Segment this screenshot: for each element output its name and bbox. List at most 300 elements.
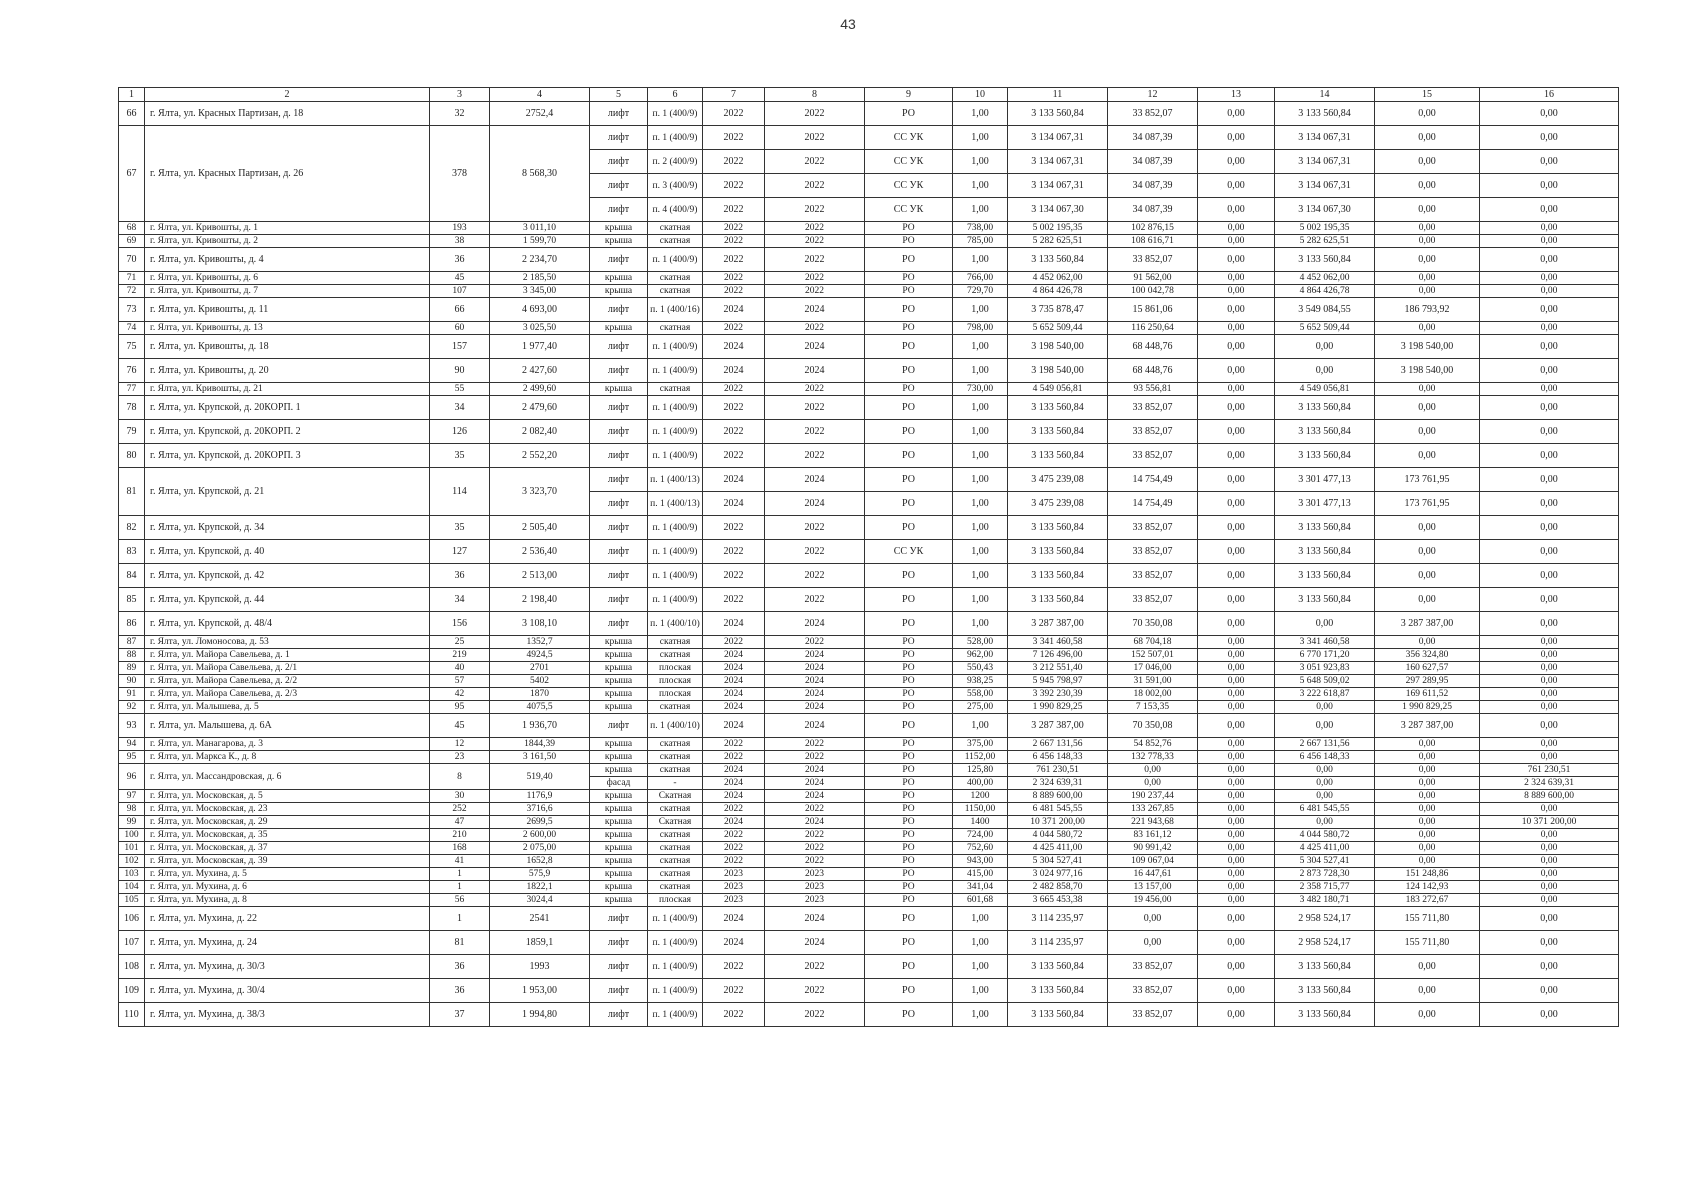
unit-cost-cell: 33 852,07: [1108, 248, 1198, 272]
executor-cell: РО: [865, 931, 953, 955]
row-number-cell: 86: [119, 612, 145, 636]
row-number-cell: 101: [119, 842, 145, 855]
unit-cost-cell: 0,00: [1108, 931, 1198, 955]
row-number-cell: 105: [119, 894, 145, 907]
work-detail-cell: скатная: [648, 868, 703, 881]
table-row: [119, 588, 1619, 612]
table-row: [119, 235, 1619, 248]
fund-source-c-cell: 0,00: [1480, 174, 1619, 198]
work-detail-cell: -: [648, 777, 703, 790]
row-number-cell: 109: [119, 979, 145, 1003]
fund-source-c-cell: 0,00: [1480, 738, 1619, 751]
unit-cost-cell: 33 852,07: [1108, 396, 1198, 420]
plan-year-cell: 2024: [703, 764, 765, 777]
fund-source-b-cell: 0,00: [1375, 816, 1480, 829]
executor-cell: СС УК: [865, 540, 953, 564]
fund-source-c-cell: 2 324 639,31: [1480, 777, 1619, 790]
area-cell: 1352,7: [490, 636, 590, 649]
table-row: [119, 540, 1619, 564]
address-cell: г. Ялта, ул. Манагарова, д. 3: [145, 738, 430, 751]
fund-source-a-cell: 6 456 148,33: [1275, 751, 1375, 764]
actual-year-cell: 2024: [765, 701, 865, 714]
volume-cell: 1400: [953, 816, 1008, 829]
fund-source-b-cell: 0,00: [1375, 285, 1480, 298]
table-row: [119, 842, 1619, 855]
actual-year-cell: 2024: [765, 492, 865, 516]
address-cell: г. Ялта, ул. Кривошты, д. 21: [145, 383, 430, 396]
row-number-cell: 80: [119, 444, 145, 468]
fund-cell: 0,00: [1198, 272, 1275, 285]
fund-source-a-cell: 2 958 524,17: [1275, 907, 1375, 931]
fund-source-b-cell: 151 248,86: [1375, 868, 1480, 881]
plan-year-cell: 2022: [703, 198, 765, 222]
volume-cell: 125,80: [953, 764, 1008, 777]
fund-source-a-cell: 5 648 509,02: [1275, 675, 1375, 688]
actual-year-cell: 2022: [765, 751, 865, 764]
actual-year-cell: 2024: [765, 688, 865, 701]
fund-source-b-cell: 3 287 387,00: [1375, 714, 1480, 738]
plan-year-cell: 2022: [703, 150, 765, 174]
executor-cell: РО: [865, 675, 953, 688]
quantity-cell: 34: [430, 396, 490, 420]
executor-cell: РО: [865, 102, 953, 126]
column-number-header: 15: [1375, 88, 1480, 102]
unit-cost-cell: 34 087,39: [1108, 126, 1198, 150]
area-cell: 3 323,70: [490, 468, 590, 516]
work-type-cell: лифт: [590, 955, 648, 979]
address-cell: г. Ялта, ул. Крупской, д. 40: [145, 540, 430, 564]
fund-source-a-cell: 3 133 560,84: [1275, 516, 1375, 540]
volume-cell: 1,00: [953, 359, 1008, 383]
executor-cell: РО: [865, 764, 953, 777]
address-cell: г. Ялта, ул. Крупской, д. 44: [145, 588, 430, 612]
unit-cost-cell: 17 046,00: [1108, 662, 1198, 675]
address-cell: г. Ялта, ул. Московская, д. 35: [145, 829, 430, 842]
volume-cell: 724,00: [953, 829, 1008, 842]
plan-year-cell: 2022: [703, 126, 765, 150]
row-number-cell: 93: [119, 714, 145, 738]
plan-year-cell: 2024: [703, 335, 765, 359]
row-number-cell: 75: [119, 335, 145, 359]
work-detail-cell: скатная: [648, 803, 703, 816]
fund-source-c-cell: 0,00: [1480, 444, 1619, 468]
executor-cell: СС УК: [865, 126, 953, 150]
work-detail-cell: скатная: [648, 649, 703, 662]
plan-year-cell: 2023: [703, 868, 765, 881]
work-type-cell: крыша: [590, 790, 648, 803]
fund-source-c-cell: 0,00: [1480, 540, 1619, 564]
area-cell: 2 505,40: [490, 516, 590, 540]
total-cost-cell: 3 133 560,84: [1008, 588, 1108, 612]
work-type-cell: лифт: [590, 1003, 648, 1027]
fund-source-c-cell: 10 371 200,00: [1480, 816, 1619, 829]
row-number-cell: 98: [119, 803, 145, 816]
volume-cell: 1,00: [953, 931, 1008, 955]
total-cost-cell: 6 481 545,55: [1008, 803, 1108, 816]
unit-cost-cell: 0,00: [1108, 777, 1198, 790]
quantity-cell: 127: [430, 540, 490, 564]
actual-year-cell: 2022: [765, 636, 865, 649]
area-cell: 1 977,40: [490, 335, 590, 359]
volume-cell: 341,04: [953, 881, 1008, 894]
table-row: [119, 383, 1619, 396]
table-row: [119, 420, 1619, 444]
work-type-cell: крыша: [590, 322, 648, 335]
executor-cell: РО: [865, 803, 953, 816]
fund-cell: 0,00: [1198, 322, 1275, 335]
row-number-cell: 70: [119, 248, 145, 272]
row-number-cell: 89: [119, 662, 145, 675]
plan-year-cell: 2022: [703, 322, 765, 335]
volume-cell: 766,00: [953, 272, 1008, 285]
executor-cell: РО: [865, 738, 953, 751]
volume-cell: 1,00: [953, 298, 1008, 322]
row-number-cell: 92: [119, 701, 145, 714]
plan-year-cell: 2023: [703, 894, 765, 907]
area-cell: 2 198,40: [490, 588, 590, 612]
volume-cell: 752,60: [953, 842, 1008, 855]
fund-source-b-cell: 0,00: [1375, 751, 1480, 764]
volume-cell: 1150,00: [953, 803, 1008, 816]
volume-cell: 1,00: [953, 540, 1008, 564]
fund-source-b-cell: 0,00: [1375, 564, 1480, 588]
quantity-cell: 55: [430, 383, 490, 396]
total-cost-cell: 3 287 387,00: [1008, 612, 1108, 636]
address-cell: г. Ялта, ул. Кривошты, д. 6: [145, 272, 430, 285]
fund-cell: 0,00: [1198, 738, 1275, 751]
fund-source-c-cell: 0,00: [1480, 701, 1619, 714]
work-detail-cell: п. 1 (400/9): [648, 1003, 703, 1027]
fund-source-c-cell: 0,00: [1480, 359, 1619, 383]
total-cost-cell: 3 134 067,31: [1008, 174, 1108, 198]
fund-source-b-cell: 0,00: [1375, 803, 1480, 816]
work-detail-cell: п. 1 (400/9): [648, 420, 703, 444]
fund-cell: 0,00: [1198, 396, 1275, 420]
unit-cost-cell: 93 556,81: [1108, 383, 1198, 396]
fund-source-a-cell: 3 133 560,84: [1275, 420, 1375, 444]
fund-cell: 0,00: [1198, 662, 1275, 675]
fund-cell: 0,00: [1198, 174, 1275, 198]
column-number-header: 4: [490, 88, 590, 102]
fund-source-b-cell: 0,00: [1375, 222, 1480, 235]
table-row: [119, 335, 1619, 359]
unit-cost-cell: 0,00: [1108, 907, 1198, 931]
plan-year-cell: 2022: [703, 248, 765, 272]
row-number-cell: 97: [119, 790, 145, 803]
fund-source-a-cell: 4 044 580,72: [1275, 829, 1375, 842]
volume-cell: 938,25: [953, 675, 1008, 688]
area-cell: 2752,4: [490, 102, 590, 126]
volume-cell: 798,00: [953, 322, 1008, 335]
table-row: [119, 1003, 1619, 1027]
unit-cost-cell: 133 267,85: [1108, 803, 1198, 816]
row-number-cell: 67: [119, 126, 145, 222]
work-detail-cell: п. 1 (400/9): [648, 931, 703, 955]
fund-cell: 0,00: [1198, 855, 1275, 868]
table-row: [119, 564, 1619, 588]
area-cell: 2 082,40: [490, 420, 590, 444]
plan-year-cell: 2022: [703, 516, 765, 540]
table-row: [119, 272, 1619, 285]
fund-source-a-cell: 3 301 477,13: [1275, 492, 1375, 516]
fund-source-b-cell: 0,00: [1375, 248, 1480, 272]
volume-cell: 275,00: [953, 701, 1008, 714]
fund-source-c-cell: 0,00: [1480, 222, 1619, 235]
fund-source-a-cell: 3 134 067,31: [1275, 174, 1375, 198]
work-detail-cell: п. 1 (400/10): [648, 612, 703, 636]
actual-year-cell: 2022: [765, 272, 865, 285]
area-cell: 1176,9: [490, 790, 590, 803]
plan-year-cell: 2022: [703, 396, 765, 420]
row-number-cell: 90: [119, 675, 145, 688]
fund-source-b-cell: 0,00: [1375, 842, 1480, 855]
fund-source-a-cell: 3 482 180,71: [1275, 894, 1375, 907]
address-cell: г. Ялта, ул. Мухина, д. 38/3: [145, 1003, 430, 1027]
fund-cell: 0,00: [1198, 222, 1275, 235]
quantity-cell: 156: [430, 612, 490, 636]
fund-cell: 0,00: [1198, 235, 1275, 248]
work-type-cell: крыша: [590, 222, 648, 235]
area-cell: 3 108,10: [490, 612, 590, 636]
work-type-cell: крыша: [590, 894, 648, 907]
volume-cell: 1,00: [953, 444, 1008, 468]
area-cell: 3024,4: [490, 894, 590, 907]
table-row: [119, 803, 1619, 816]
address-cell: г. Ялта, ул. Кривошты, д. 13: [145, 322, 430, 335]
volume-cell: 1,00: [953, 335, 1008, 359]
total-cost-cell: 3 475 239,08: [1008, 468, 1108, 492]
quantity-cell: 168: [430, 842, 490, 855]
fund-cell: 0,00: [1198, 420, 1275, 444]
address-cell: г. Ялта, ул. Мухина, д. 30/3: [145, 955, 430, 979]
fund-source-a-cell: 0,00: [1275, 764, 1375, 777]
area-cell: 2 499,60: [490, 383, 590, 396]
address-cell: г. Ялта, ул. Кривошты, д. 4: [145, 248, 430, 272]
work-type-cell: лифт: [590, 468, 648, 492]
total-cost-cell: 4 549 056,81: [1008, 383, 1108, 396]
volume-cell: 400,00: [953, 777, 1008, 790]
executor-cell: РО: [865, 298, 953, 322]
quantity-cell: 252: [430, 803, 490, 816]
total-cost-cell: 5 945 798,97: [1008, 675, 1108, 688]
unit-cost-cell: 33 852,07: [1108, 1003, 1198, 1027]
work-type-cell: крыша: [590, 235, 648, 248]
fund-cell: 0,00: [1198, 894, 1275, 907]
fund-cell: 0,00: [1198, 150, 1275, 174]
row-number-cell: 91: [119, 688, 145, 701]
fund-source-b-cell: 0,00: [1375, 855, 1480, 868]
table-row: [119, 714, 1619, 738]
total-cost-cell: 3 198 540,00: [1008, 359, 1108, 383]
fund-cell: 0,00: [1198, 714, 1275, 738]
executor-cell: РО: [865, 855, 953, 868]
actual-year-cell: 2024: [765, 777, 865, 790]
actual-year-cell: 2022: [765, 248, 865, 272]
fund-source-c-cell: 0,00: [1480, 285, 1619, 298]
executor-cell: РО: [865, 907, 953, 931]
quantity-cell: 114: [430, 468, 490, 516]
fund-cell: 0,00: [1198, 588, 1275, 612]
address-cell: г. Ялта, ул. Кривошты, д. 20: [145, 359, 430, 383]
total-cost-cell: 3 665 453,38: [1008, 894, 1108, 907]
area-cell: 5402: [490, 675, 590, 688]
work-type-cell: лифт: [590, 444, 648, 468]
actual-year-cell: 2022: [765, 222, 865, 235]
area-cell: 8 568,30: [490, 126, 590, 222]
fund-source-c-cell: 0,00: [1480, 1003, 1619, 1027]
area-cell: 3 025,50: [490, 322, 590, 335]
table-body: [119, 102, 1619, 1027]
actual-year-cell: 2022: [765, 829, 865, 842]
work-detail-cell: скатная: [648, 222, 703, 235]
row-number-cell: 100: [119, 829, 145, 842]
fund-source-a-cell: 2 358 715,77: [1275, 881, 1375, 894]
executor-cell: РО: [865, 612, 953, 636]
quantity-cell: 42: [430, 688, 490, 701]
actual-year-cell: 2022: [765, 285, 865, 298]
fund-cell: 0,00: [1198, 335, 1275, 359]
work-detail-cell: п. 1 (400/9): [648, 564, 703, 588]
quantity-cell: 35: [430, 444, 490, 468]
work-type-cell: крыша: [590, 816, 648, 829]
fund-source-b-cell: 0,00: [1375, 383, 1480, 396]
volume-cell: 1,00: [953, 955, 1008, 979]
work-detail-cell: скатная: [648, 881, 703, 894]
unit-cost-cell: 90 991,42: [1108, 842, 1198, 855]
unit-cost-cell: 14 754,49: [1108, 492, 1198, 516]
fund-source-b-cell: 0,00: [1375, 420, 1480, 444]
plan-year-cell: 2022: [703, 285, 765, 298]
work-type-cell: крыша: [590, 701, 648, 714]
volume-cell: 601,68: [953, 894, 1008, 907]
plan-year-cell: 2024: [703, 662, 765, 675]
work-detail-cell: скатная: [648, 701, 703, 714]
quantity-cell: 1: [430, 881, 490, 894]
address-cell: г. Ялта, ул. Московская, д. 23: [145, 803, 430, 816]
fund-source-b-cell: 0,00: [1375, 322, 1480, 335]
volume-cell: 1,00: [953, 126, 1008, 150]
total-cost-cell: 3 133 560,84: [1008, 102, 1108, 126]
fund-cell: 0,00: [1198, 675, 1275, 688]
actual-year-cell: 2022: [765, 198, 865, 222]
column-number-header: 8: [765, 88, 865, 102]
row-number-cell: 106: [119, 907, 145, 931]
fund-source-a-cell: 4 864 426,78: [1275, 285, 1375, 298]
address-cell: г. Ялта, ул. Крупской, д. 21: [145, 468, 430, 516]
area-cell: 2 427,60: [490, 359, 590, 383]
fund-cell: 0,00: [1198, 701, 1275, 714]
total-cost-cell: 8 889 600,00: [1008, 790, 1108, 803]
fund-source-c-cell: 0,00: [1480, 492, 1619, 516]
fund-source-b-cell: 1 990 829,25: [1375, 701, 1480, 714]
work-type-cell: крыша: [590, 383, 648, 396]
fund-source-c-cell: 0,00: [1480, 235, 1619, 248]
plan-year-cell: 2024: [703, 790, 765, 803]
quantity-cell: 210: [430, 829, 490, 842]
work-type-cell: лифт: [590, 420, 648, 444]
work-detail-cell: п. 1 (400/9): [648, 979, 703, 1003]
unit-cost-cell: 83 161,12: [1108, 829, 1198, 842]
table-row: [119, 222, 1619, 235]
quantity-cell: 90: [430, 359, 490, 383]
fund-cell: 0,00: [1198, 285, 1275, 298]
fund-source-a-cell: 5 304 527,41: [1275, 855, 1375, 868]
total-cost-cell: 3 133 560,84: [1008, 420, 1108, 444]
total-cost-cell: 3 114 235,97: [1008, 907, 1108, 931]
unit-cost-cell: 68 704,18: [1108, 636, 1198, 649]
work-type-cell: лифт: [590, 102, 648, 126]
quantity-cell: 45: [430, 714, 490, 738]
address-cell: г. Ялта, ул. Мухина, д. 8: [145, 894, 430, 907]
plan-year-cell: 2022: [703, 383, 765, 396]
actual-year-cell: 2022: [765, 420, 865, 444]
work-type-cell: крыша: [590, 738, 648, 751]
fund-source-b-cell: 3 198 540,00: [1375, 359, 1480, 383]
actual-year-cell: 2022: [765, 322, 865, 335]
executor-cell: РО: [865, 842, 953, 855]
volume-cell: 1,00: [953, 979, 1008, 1003]
plan-year-cell: 2022: [703, 588, 765, 612]
table-row: [119, 248, 1619, 272]
executor-cell: РО: [865, 564, 953, 588]
executor-cell: РО: [865, 468, 953, 492]
area-cell: 4924,5: [490, 649, 590, 662]
work-detail-cell: п. 1 (400/16): [648, 298, 703, 322]
fund-source-a-cell: 3 301 477,13: [1275, 468, 1375, 492]
total-cost-cell: 3 133 560,84: [1008, 444, 1108, 468]
quantity-cell: 36: [430, 248, 490, 272]
row-number-cell: 68: [119, 222, 145, 235]
fund-cell: 0,00: [1198, 764, 1275, 777]
area-cell: 1 599,70: [490, 235, 590, 248]
quantity-cell: 107: [430, 285, 490, 298]
executor-cell: РО: [865, 649, 953, 662]
fund-source-a-cell: 3 133 560,84: [1275, 979, 1375, 1003]
area-cell: 1 953,00: [490, 979, 590, 1003]
volume-cell: 1,00: [953, 468, 1008, 492]
work-detail-cell: скатная: [648, 383, 703, 396]
volume-cell: 962,00: [953, 649, 1008, 662]
area-cell: 575,9: [490, 868, 590, 881]
area-cell: 1 936,70: [490, 714, 590, 738]
plan-year-cell: 2022: [703, 979, 765, 1003]
area-cell: 1 994,80: [490, 1003, 590, 1027]
fund-cell: 0,00: [1198, 540, 1275, 564]
fund-source-c-cell: 0,00: [1480, 714, 1619, 738]
work-detail-cell: скатная: [648, 235, 703, 248]
work-type-cell: лифт: [590, 931, 648, 955]
executor-cell: РО: [865, 335, 953, 359]
column-number-header: 13: [1198, 88, 1275, 102]
address-cell: г. Ялта, ул. Красных Партизан, д. 18: [145, 102, 430, 126]
work-detail-cell: скатная: [648, 636, 703, 649]
fund-source-b-cell: 0,00: [1375, 588, 1480, 612]
fund-source-a-cell: 5 652 509,44: [1275, 322, 1375, 335]
quantity-cell: 8: [430, 764, 490, 790]
executor-cell: РО: [865, 588, 953, 612]
total-cost-cell: 4 864 426,78: [1008, 285, 1108, 298]
fund-source-b-cell: 173 761,95: [1375, 468, 1480, 492]
area-cell: 2699,5: [490, 816, 590, 829]
plan-year-cell: 2022: [703, 222, 765, 235]
volume-cell: 1200: [953, 790, 1008, 803]
volume-cell: 1,00: [953, 492, 1008, 516]
unit-cost-cell: 132 778,33: [1108, 751, 1198, 764]
plan-year-cell: 2024: [703, 907, 765, 931]
address-cell: г. Ялта, ул. Московская, д. 29: [145, 816, 430, 829]
actual-year-cell: 2022: [765, 444, 865, 468]
fund-source-c-cell: 0,00: [1480, 198, 1619, 222]
